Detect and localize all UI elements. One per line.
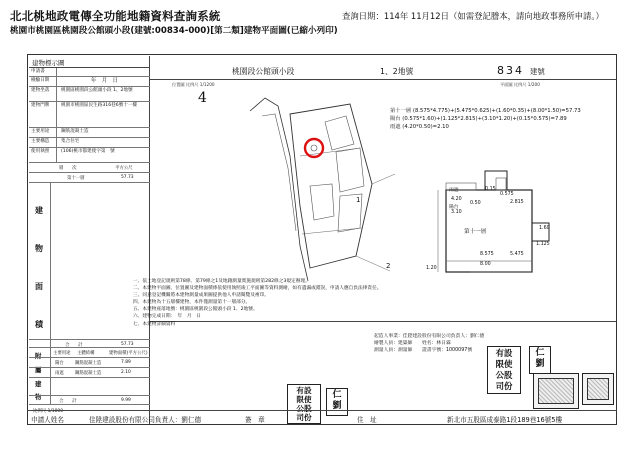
parcel-line [372,174,395,184]
header-title: 北北桃地政電傳全功能地籍資料查詢系統 [10,9,221,23]
surveyor-info [374,333,484,355]
col-char: 面 [35,282,43,291]
form-row [29,87,150,102]
building-footprint [310,184,334,220]
annex-empty-row [29,378,150,396]
floor-area-row [29,173,150,183]
dimension-value: 5.475 [510,252,524,257]
form-row-value: (106)桃市都建使字第 號 [61,149,115,154]
form-row [29,138,150,148]
applicant-value: 佳陞建設股份有限公司負責人：劉仁德 [89,416,202,424]
form-row [29,148,150,163]
balcony-detail [496,178,506,190]
floor-area-calc: 第十一層 (8.575*4.775)+(5.475*0.625)+(1.60*0.35)+(8.00*1.50)=57.73 [390,108,581,114]
annex-row [29,358,150,368]
road-line [262,114,296,231]
road-line [250,98,308,281]
awning-area-calc: 雨遮 (4.20*0.50)=2.10 [390,124,449,130]
note-line: 四、本建物為十五層樓建物，本件僅測量第十一層部分。 [133,300,251,306]
col-char: 屬 [35,366,42,374]
balcony-label: 陽台 [449,205,459,210]
annex-total: 9.99 [121,398,131,403]
floor-area: 57.73 [121,175,134,180]
col-char: 物 [35,244,43,253]
form-scale: 比例尺 1/1000 [33,409,64,414]
official-seal-stamp [582,373,614,405]
area-header-unit: 平方公尺 [115,166,133,171]
floor-label: 第十一層 [464,229,487,235]
dimension-value: 3.10 [451,210,462,215]
parcel-number: 4 [198,90,207,106]
dimension-value: 0.50 [470,201,481,206]
form-row-label: 檢驗日期 [29,77,57,86]
form-row-value: 集合住宅 [61,139,80,144]
area-header-row [29,163,150,173]
building-footprint [325,116,354,150]
dimension-value: 1.60 [539,226,550,231]
annex-struct: 主體結構 [77,351,95,356]
parcel-line [302,228,362,234]
annex-struct: 鋼筋混凝土造 [75,361,102,366]
form-row-value: 年 月 日 [91,78,118,84]
applicant-footer [27,410,617,425]
annex-row [29,368,150,378]
dimension-value: 0.575 [500,192,514,197]
form-row [29,102,150,128]
floor-name: 第十一層 [67,176,85,181]
annex-use: 雨遮 [55,371,64,376]
form-row-label: 主要用途 [29,128,57,137]
surveyor-line: 繪製人員：建築師 姓名：林日霖 [374,341,451,347]
form-row-value: 桃園區桃園段公館頭小段 1、2地號 [61,88,133,93]
location-scale: 位置圖 比例尺 1/1200 [172,82,215,87]
total-area: 57.73 [121,342,134,347]
building-footprint [336,148,364,192]
balcony-area-calc: 陽台 (0.575*1.60)+(1.125*2.815)+(3.10*1.20)+(0.15*0.575)=7.89 [390,116,567,122]
form-row-label: 申請書 [29,68,57,76]
form-row [29,128,150,138]
seal-label: 簽 章 [245,416,265,424]
address-label: 住 址 [357,416,377,424]
col-char: 物 [35,393,42,401]
form-row-label: 建物門牌 [29,102,57,127]
dimension-value: 2.815 [510,200,524,205]
company-seal: 有設 限使 公股 司份 [487,346,521,394]
annex-use: 陽台 [55,361,64,366]
official-seal-stamp [533,373,579,409]
note-line: 二、本建物平面圖、位置圖及建物面積係依使用執照竣工平面圖等資料測繪，如有遺漏或錯誤，申請人應自負法律責任。 [133,286,382,292]
company-seal: 有設 限使 公股 司份 [287,384,321,424]
drawing-parcels: 1、2地號 [380,67,414,76]
form-row-label: 使用執照 [29,148,57,162]
col-char: 附 [35,352,42,360]
notes-block [133,278,403,328]
annex-header [29,348,150,358]
col-char: 建 [35,380,42,388]
parcel-number: 1 [356,196,361,204]
building-number-label: 建號 [530,67,545,76]
note-line: 五、本建物座落地號：桃園區桃園段公館頭小段 1、2地號。 [133,307,258,313]
dimension-value: 1.125 [536,242,550,247]
person-seal: 仁 劉 [529,346,551,374]
dimension-value: 0.15 [485,187,496,192]
plan-scale: 平面圖 比例尺 1/200 [500,82,540,87]
person-seal: 仁 劉 [326,388,348,416]
dimension-value: 8.00 [480,262,491,267]
dimension-value: 1.20 [426,266,437,271]
total-row [29,339,150,348]
form-row [29,77,150,87]
building-area-column [29,183,51,347]
form-row-value: 桃園市桃園區民生路316巷6號十一樓 [61,103,138,108]
seal-pattern [538,378,574,404]
total-label: 合 計 [65,343,83,348]
note-line: 六、建物完成日期： 年 月 日 [133,314,201,320]
annex-area: 2.10 [121,370,131,375]
area-header-level: 層 次 [59,166,77,171]
address-value: 新北市五股區成泰路1段189巷16號5樓 [447,416,563,424]
annex-area: 建物面積(平方公尺) [109,351,148,356]
seal-pattern [587,378,609,400]
note-line: 七、本建物詳細資料 [133,321,176,327]
col-char: 積 [35,320,43,329]
applicant-label: 申請人姓名 [31,416,64,424]
form-row-value [59,68,150,76]
form-row-value: 鋼筋混凝土造 [61,129,89,134]
awning-label: 雨遮 [449,188,459,193]
dimension-value: 4.20 [451,197,462,202]
form-row-label: 建物坐落 [29,87,57,101]
form-title: 建物標示圖 [29,56,150,68]
note-line: 三、同意登記機關將本建物測量成果圖提供他人申請閱覽及複印。 [133,293,269,299]
surveyor-line: 測量人員：測量師 證書字號：1000097號 [374,348,473,354]
surveyor-line: 起造人事業：佳陞建設股份有限公司負責人：劉仁德 [374,334,485,339]
annex-struct: 鋼筋混凝土造 [75,371,102,376]
target-building-mark [311,145,317,151]
parcel-line [356,256,390,271]
form-row [29,68,150,77]
form-row-label: 主要構造 [29,138,57,147]
header-subtitle: 桃園市桃園區桃園段公館頭小段(建號:00834-000)[第二類]建物平面圖(已縮小列印) [10,26,338,36]
annex-total-row [29,396,150,405]
parcel-number: 2 [386,262,391,270]
building-number: 834 [497,64,524,77]
query-date: 查詢日期：114年 11月12日（如需登記謄本，請向地政事務所申請。） [342,11,604,21]
col-char: 建 [35,206,43,215]
annex-area: 7.89 [121,360,131,365]
parcel-outline [290,104,372,268]
register-form [29,56,150,424]
drawing-section: 桃園段公館頭小段 [232,67,295,76]
annex-total-label: 合 計 [59,399,77,404]
dimension-value: 8.575 [480,252,494,257]
note-line: 一、依土地登記規則第78條、第79條之1及地籍測量實施規則第282條之3規定辦理。 [133,279,310,284]
annex-use: 主要用途 [53,351,71,356]
